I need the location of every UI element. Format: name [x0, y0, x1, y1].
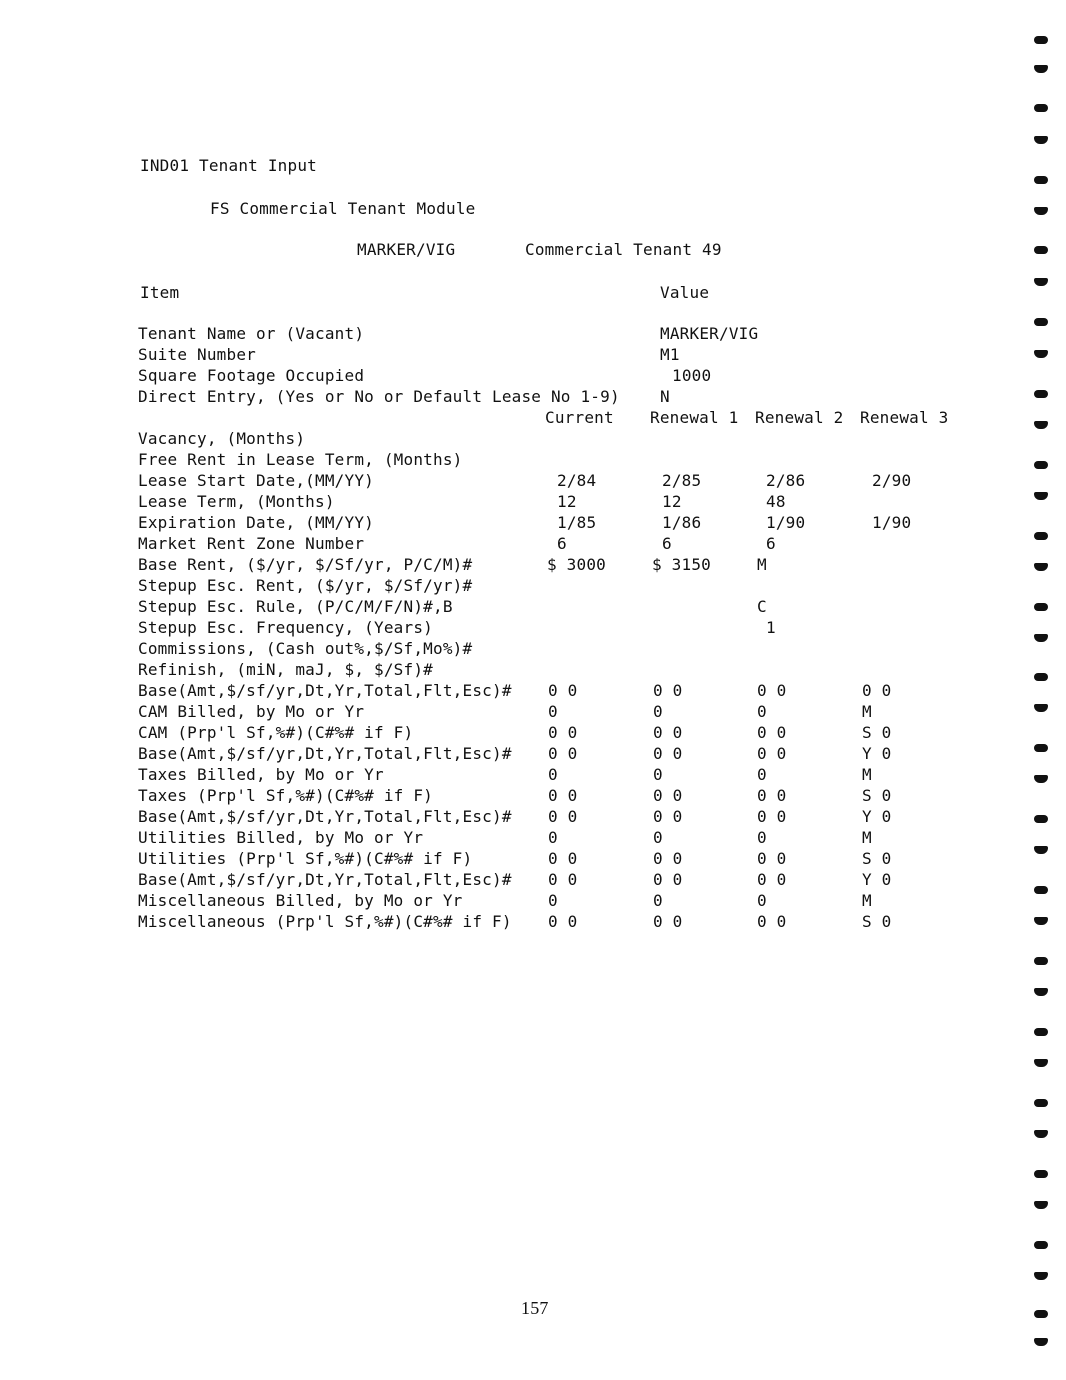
general-label: Tenant Name or (Vacant): [138, 324, 365, 343]
binder-punch-mark: [1034, 917, 1048, 925]
row-label: CAM Billed, by Mo or Yr: [138, 702, 365, 721]
cell-current: 0 0: [548, 807, 578, 826]
column-header-renewal-1: Renewal 1: [650, 408, 739, 427]
column-header-renewal-2: Renewal 2: [755, 408, 844, 427]
cell-renewal-1: 0: [653, 765, 663, 784]
cell-renewal-2: 0 0: [757, 744, 787, 763]
cell-renewal-1: 0 0: [653, 744, 683, 763]
cell-renewal-3: M: [862, 891, 872, 910]
row-label: Taxes Billed, by Mo or Yr: [138, 765, 384, 784]
cell-renewal-2: M: [757, 555, 767, 574]
cell-renewal-1: 0: [653, 828, 663, 847]
row-label: CAM (Prp'l Sf,%#)(C#%# if F): [138, 723, 414, 742]
row-label: Free Rent in Lease Term, (Months): [138, 450, 463, 469]
binder-punch-mark: [1034, 1059, 1048, 1067]
binder-punch-mark: [1034, 1310, 1048, 1318]
cell-renewal-3: Y 0: [862, 807, 892, 826]
cell-renewal-2: 2/86: [766, 471, 806, 490]
binder-punch-mark: [1034, 673, 1048, 681]
cell-current: 6: [557, 534, 567, 553]
binder-punch-mark: [1034, 563, 1048, 571]
general-label: Direct Entry, (Yes or No or Default Lease No 1-9): [138, 387, 620, 406]
binder-punch-mark: [1034, 1099, 1048, 1107]
column-header-current: Current: [545, 408, 614, 427]
row-label: Refinish, (miN, maJ, $, $/Sf)#: [138, 660, 433, 679]
cell-renewal-1: 0: [653, 702, 663, 721]
cell-renewal-1: 0 0: [653, 870, 683, 889]
binder-punch-mark: [1034, 1272, 1048, 1280]
cell-renewal-2: 0 0: [757, 849, 787, 868]
cell-renewal-3: S 0: [862, 723, 892, 742]
tenant-label: Commercial Tenant 49: [525, 240, 722, 259]
general-value: N: [660, 387, 670, 406]
binder-punch-mark: [1034, 65, 1048, 73]
cell-current: 0 0: [548, 786, 578, 805]
cell-current: 0: [548, 828, 558, 847]
row-label: Base(Amt,$/sf/yr,Dt,Yr,Total,Flt,Esc)#: [138, 870, 512, 889]
binder-punch-mark: [1034, 704, 1048, 712]
cell-renewal-3: M: [862, 828, 872, 847]
cell-renewal-2: 0: [757, 891, 767, 910]
cell-renewal-3: 2/90: [872, 471, 912, 490]
cell-renewal-1: 0 0: [653, 681, 683, 700]
general-value: MARKER/VIG: [660, 324, 759, 343]
binder-punch-mark: [1034, 1130, 1048, 1138]
page-number: 157: [521, 1298, 549, 1318]
binder-punch-mark: [1034, 36, 1048, 44]
cell-renewal-3: Y 0: [862, 744, 892, 763]
cell-renewal-1: 0 0: [653, 912, 683, 931]
row-label: Miscellaneous Billed, by Mo or Yr: [138, 891, 463, 910]
binder-punch-mark: [1034, 390, 1048, 398]
general-value: 1000: [672, 366, 712, 385]
row-label: Utilities (Prp'l Sf,%#)(C#%# if F): [138, 849, 473, 868]
cell-renewal-1: 0 0: [653, 786, 683, 805]
binder-punch-mark: [1034, 957, 1048, 965]
cell-renewal-1: 0 0: [653, 849, 683, 868]
binder-punch-mark: [1034, 744, 1048, 752]
cell-current: 0: [548, 765, 558, 784]
cell-renewal-1: 0: [653, 891, 663, 910]
value-header: Value: [660, 283, 710, 302]
cell-current: $ 3000: [547, 555, 606, 574]
binder-punch-mark: [1034, 136, 1048, 144]
row-label: Lease Start Date,(MM/YY): [138, 471, 374, 490]
cell-current: 0 0: [548, 912, 578, 931]
row-label: Vacancy, (Months): [138, 429, 306, 448]
row-label: Expiration Date, (MM/YY): [138, 513, 374, 532]
tenant-code: MARKER/VIG: [357, 240, 456, 259]
binder-punch-mark: [1034, 207, 1048, 215]
cell-renewal-1: 2/85: [662, 471, 702, 490]
cell-renewal-3: S 0: [862, 849, 892, 868]
binder-punch-mark: [1034, 1201, 1048, 1209]
binder-punch-mark: [1034, 104, 1048, 112]
binder-punch-mark: [1034, 775, 1048, 783]
cell-current: 2/84: [557, 471, 597, 490]
cell-renewal-2: 0 0: [757, 786, 787, 805]
cell-current: 12: [557, 492, 577, 511]
binder-punch-mark: [1034, 461, 1048, 469]
cell-renewal-3: S 0: [862, 786, 892, 805]
binder-punch-mark: [1034, 1338, 1048, 1346]
cell-current: 0 0: [548, 723, 578, 742]
cell-renewal-2: 0 0: [757, 681, 787, 700]
binder-punch-mark: [1034, 988, 1048, 996]
cell-renewal-2: C: [757, 597, 767, 616]
binder-punch-mark: [1034, 246, 1048, 254]
cell-current: 1/85: [557, 513, 597, 532]
cell-current: 0 0: [548, 870, 578, 889]
binder-punch-mark: [1034, 815, 1048, 823]
cell-current: 0: [548, 702, 558, 721]
cell-current: 0 0: [548, 744, 578, 763]
binder-punch-mark: [1034, 532, 1048, 540]
binder-punch-mark: [1034, 634, 1048, 642]
cell-current: 0 0: [548, 681, 578, 700]
row-label: Base(Amt,$/sf/yr,Dt,Yr,Total,Flt,Esc)#: [138, 681, 512, 700]
binder-punch-mark: [1034, 278, 1048, 286]
cell-renewal-2: 1/90: [766, 513, 806, 532]
cell-renewal-2: 6: [766, 534, 776, 553]
binder-punch-mark: [1034, 1241, 1048, 1249]
cell-renewal-3: Y 0: [862, 870, 892, 889]
cell-renewal-2: 1: [766, 618, 776, 637]
cell-renewal-3: 0 0: [862, 681, 892, 700]
binder-punch-mark: [1034, 1170, 1048, 1178]
cell-renewal-2: 0 0: [757, 912, 787, 931]
cell-current: 0: [548, 891, 558, 910]
cell-renewal-2: 0 0: [757, 723, 787, 742]
item-header: Item: [140, 283, 180, 302]
general-value: M1: [660, 345, 680, 364]
row-label: Commissions, (Cash out%,$/Sf,Mo%)#: [138, 639, 473, 658]
row-label: Market Rent Zone Number: [138, 534, 365, 553]
cell-renewal-2: 0: [757, 828, 767, 847]
cell-renewal-3: 1/90: [872, 513, 912, 532]
binder-punch-mark: [1034, 492, 1048, 500]
cell-renewal-1: 1/86: [662, 513, 702, 532]
binder-punch-mark: [1034, 421, 1048, 429]
row-label: Base(Amt,$/sf/yr,Dt,Yr,Total,Flt,Esc)#: [138, 807, 512, 826]
binder-punch-mark: [1034, 1028, 1048, 1036]
cell-renewal-3: M: [862, 765, 872, 784]
column-header-renewal-3: Renewal 3: [860, 408, 949, 427]
row-label: Miscellaneous (Prp'l Sf,%#)(C#%# if F): [138, 912, 512, 931]
cell-renewal-1: 0 0: [653, 807, 683, 826]
cell-renewal-1: $ 3150: [652, 555, 711, 574]
cell-current: 0 0: [548, 849, 578, 868]
row-label: Lease Term, (Months): [138, 492, 335, 511]
row-label: Base(Amt,$/sf/yr,Dt,Yr,Total,Flt,Esc)#: [138, 744, 512, 763]
row-label: Stepup Esc. Rule, (P/C/M/F/N)#,B: [138, 597, 453, 616]
binder-punch-mark: [1034, 318, 1048, 326]
cell-renewal-2: 48: [766, 492, 786, 511]
row-label: Base Rent, ($/yr, $/Sf/yr, P/C/M)#: [138, 555, 473, 574]
cell-renewal-1: 6: [662, 534, 672, 553]
binder-punch-mark: [1034, 603, 1048, 611]
cell-renewal-2: 0: [757, 765, 767, 784]
general-label: Suite Number: [138, 345, 256, 364]
row-label: Stepup Esc. Rent, ($/yr, $/Sf/yr)#: [138, 576, 473, 595]
general-label: Square Footage Occupied: [138, 366, 365, 385]
binder-punch-mark: [1034, 846, 1048, 854]
cell-renewal-2: 0: [757, 702, 767, 721]
cell-renewal-2: 0 0: [757, 807, 787, 826]
cell-renewal-3: S 0: [862, 912, 892, 931]
binder-punch-mark: [1034, 176, 1048, 184]
row-label: Utilities Billed, by Mo or Yr: [138, 828, 424, 847]
cell-renewal-1: 12: [662, 492, 682, 511]
binder-punch-mark: [1034, 886, 1048, 894]
row-label: Stepup Esc. Frequency, (Years): [138, 618, 433, 637]
cell-renewal-1: 0 0: [653, 723, 683, 742]
cell-renewal-3: M: [862, 702, 872, 721]
binder-punch-mark: [1034, 350, 1048, 358]
module-title: FS Commercial Tenant Module: [210, 199, 476, 218]
cell-renewal-2: 0 0: [757, 870, 787, 889]
row-label: Taxes (Prp'l Sf,%#)(C#%# if F): [138, 786, 433, 805]
program-title: IND01 Tenant Input: [140, 156, 317, 175]
